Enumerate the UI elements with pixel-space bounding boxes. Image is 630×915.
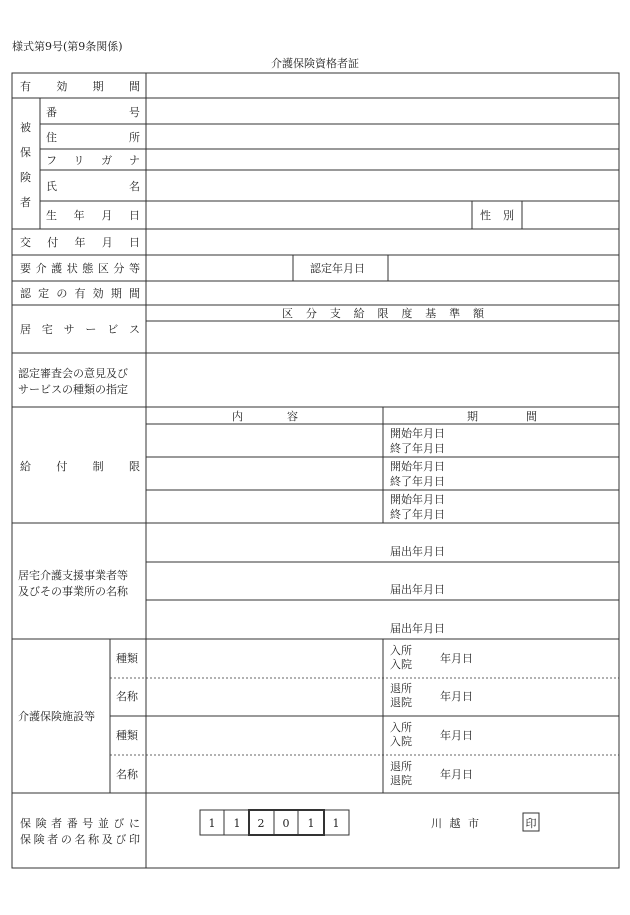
label-admission-1a: 入所 [390,644,412,657]
label-insured-char: 保 [20,146,31,159]
label-discharge-2a: 退所 [390,760,412,773]
label-opinion-line2: サービスの種類の指定 [18,383,128,396]
insurer-digit: 1 [233,817,241,830]
label-ymd-1: 年月日 [440,652,473,665]
insurer-digit: 1 [307,817,315,830]
label-discharge-1b: 退院 [390,696,412,709]
label-ymd-4: 年月日 [440,768,473,781]
label-admission-1b: 入院 [390,658,412,671]
label-validity-period: 有 効 期 間 [20,80,140,93]
label-ymd-2: 年月日 [440,690,473,703]
label-facility-name-2: 名称 [116,768,138,781]
label-facility-name-1: 名称 [116,690,138,703]
insurer-digit: 1 [332,817,340,830]
insurer-digit: 2 [257,817,265,830]
label-insurer-line2: 保険者の名称及び印 [20,833,140,846]
label-home-service: 居宅サービス [20,323,140,336]
label-notification-date-2: 届出年月日 [390,583,445,596]
label-ymd-3: 年月日 [440,729,473,742]
label-number: 番 号 [46,106,140,119]
label-admission-2a: 入所 [390,721,412,734]
insurer-digit: 0 [282,817,290,830]
label-start-date-2: 開始年月日 [390,460,445,473]
label-name: 氏 名 [46,180,140,193]
label-insured-char: 被 [20,121,31,134]
label-facility: 介護保険施設等 [18,710,95,723]
label-cert-validity: 認定の有効期間 [20,287,140,300]
label-period: 期 間 [467,410,537,423]
label-certification-date: 認定年月日 [310,262,365,275]
label-end-date-1: 終了年月日 [390,442,445,455]
label-start-date-3: 開始年月日 [390,493,445,506]
label-birth-date: 生 年 月 日 [46,209,140,222]
label-kind-2: 種類 [116,729,138,742]
label-end-date-3: 終了年月日 [390,508,445,521]
form-number: 様式第9号(第9条関係) [12,40,123,53]
page-title: 介護保険資格者証 [271,57,359,70]
label-end-date-2: 終了年月日 [390,475,445,488]
label-benefit-restriction: 給 付 制 限 [20,460,140,473]
insurer-city-name: 川 越 市 [431,817,479,830]
label-issue-date: 交 付 年 月 日 [20,236,140,249]
label-admission-2b: 入院 [390,735,412,748]
label-address: 住 所 [46,131,140,144]
label-sex: 性 別 [480,209,514,222]
label-start-date-1: 開始年月日 [390,427,445,440]
label-benefit-limit-standard: 区 分 支 給 限 度 基 準 額 [282,307,484,320]
label-insured [20,120,31,209]
insurer-digit: 1 [208,817,216,830]
label-discharge-1a: 退所 [390,682,412,695]
seal-mark: 印 [525,817,537,830]
label-contents: 内 容 [232,410,298,423]
label-insured-char: 険 [20,171,31,184]
label-kind-1: 種類 [116,652,138,665]
label-opinion-line1: 認定審査会の意見及び [18,367,128,380]
label-support-line1: 居宅介護支援事業者等 [18,569,128,582]
label-notification-date-1: 届出年月日 [390,545,445,558]
label-furigana: フリガナ [46,154,140,167]
label-notification-date-3: 届出年月日 [390,622,445,635]
label-insurer-line1: 保険者番号並びに [20,817,140,830]
label-care-level: 要介護状態区分等 [20,262,140,275]
label-insured-char: 者 [20,196,31,209]
label-support-line2: 及びその事業所の名称 [18,585,128,598]
label-discharge-2b: 退院 [390,774,412,787]
